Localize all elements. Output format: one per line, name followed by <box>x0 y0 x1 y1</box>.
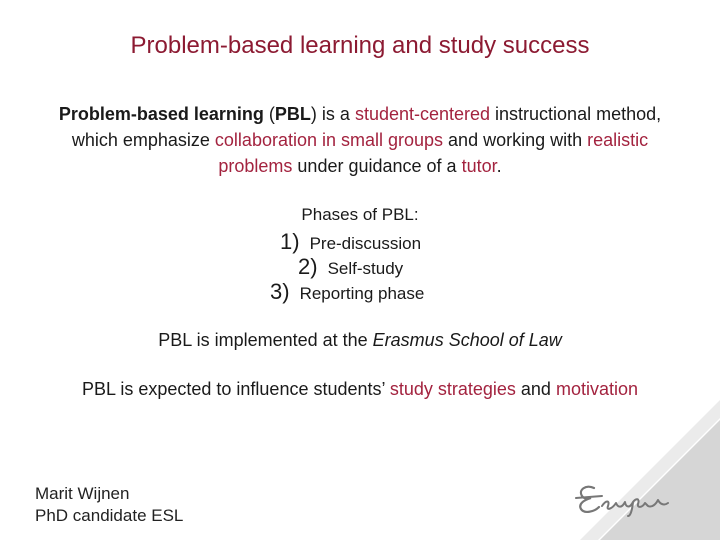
phase-label: Reporting phase <box>299 284 425 303</box>
intro-pbl-abbr: PBL <box>274 104 311 124</box>
implemented-line <box>0 330 720 351</box>
intro-text: ( <box>263 104 275 124</box>
corner-stripe <box>580 400 720 540</box>
presenter-info <box>35 483 183 527</box>
phase-number: 2) <box>298 254 318 279</box>
phase-number: 1) <box>280 229 300 254</box>
expected-line <box>0 379 720 400</box>
phase-item <box>280 229 421 255</box>
intro-highlight: realistic problems <box>218 130 649 176</box>
phase-label: Pre-discussion <box>309 234 422 253</box>
phase-number: 3) <box>270 279 290 304</box>
expected-text: and <box>515 379 556 399</box>
phase-label: Self-study <box>327 259 404 278</box>
expected-prefix: PBL is expected to influence students’ <box>81 379 390 399</box>
intro-text: under guidance of a <box>292 156 462 176</box>
expected-highlight: study strategies <box>389 379 516 399</box>
phase-item <box>298 254 403 280</box>
phase-item <box>270 279 424 305</box>
intro-text: and working with <box>443 130 588 150</box>
intro-text: . <box>496 156 502 176</box>
phases-heading: Phases of PBL: <box>301 205 419 224</box>
presenter-role: PhD candidate ESL <box>35 506 184 525</box>
intro-text: ) is a <box>310 104 355 124</box>
intro-text: instructional method, which emphasize <box>71 104 662 150</box>
intro-highlight: tutor <box>461 156 497 176</box>
erasmus-signature-logo <box>572 478 680 518</box>
intro-pbl-term: Problem-based learning <box>58 104 264 124</box>
implemented-prefix: PBL is implemented at the <box>158 330 373 350</box>
intro-highlight: student-centered <box>354 104 491 124</box>
expected-highlight: motivation <box>555 379 638 399</box>
intro-highlight: collaboration in small groups <box>214 130 444 150</box>
slide-title: Problem-based learning and study success <box>130 32 590 59</box>
school-name: Erasmus School of Law <box>372 330 562 350</box>
intro-paragraph <box>40 101 680 179</box>
presenter-name: Marit Wijnen <box>35 484 130 503</box>
